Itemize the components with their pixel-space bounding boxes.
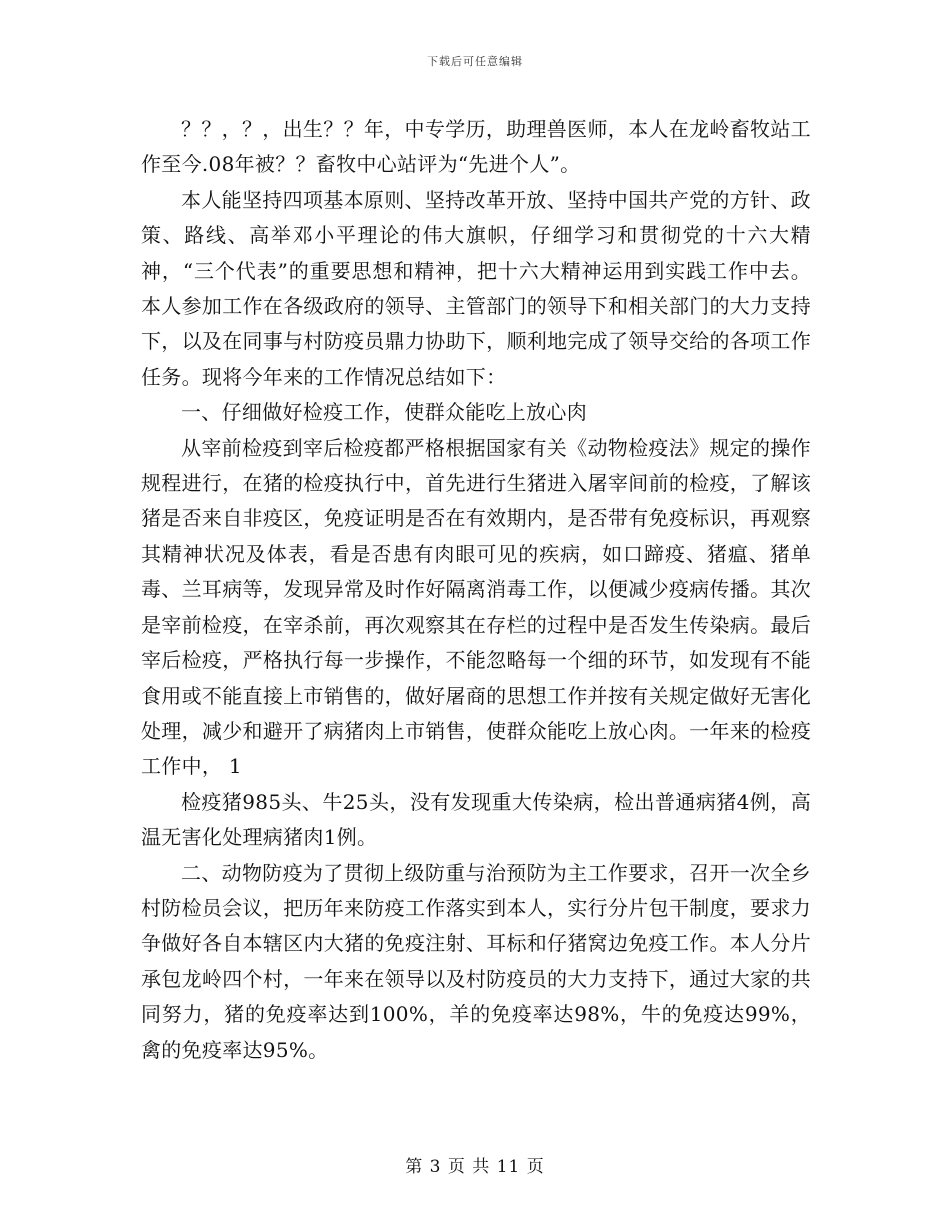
paragraph-inspection: 从宰前检疫到宰后检疫都严格根据国家有关《动物检疫法》规定的操作规程进行，在猪的检疫执行中，首先进行生猪进入屠宰间前的检疫，了解该猪是否来自非疫区，免疫证明是否在有效期内，是否带有免疫标识，再观察其精神状况及体表，看是否患有肉眼可见的疾病，如口蹄疫、猪瘟、猪单毒、兰耳病等，发现异常及时作好隔离消毒工作，以便减少疫病传播。其次是宰前检疫，在宰杀前，再次观察其在存栏的过程中是否发生传染病。最后宰后检疫，严格执行每一步操作，不能忽略每一个细的环节，如发现有不能食用或不能直接上市销售的，做好屠商的思想工作并按有关规定做好无害化处理，减少和避开了病猪肉上市销售，使群众能吃上放心肉。一年来的检疫工作中， 1 — [141, 435, 811, 779]
page-number: 第 3 页 共 11 页 — [405, 1157, 545, 1177]
paragraph-intro: ？？，？，出生？？年，中专学历，助理兽医师，本人在龙岭畜牧站工作至今.08年被？？畜牧中心站评为“先进个人”。 — [141, 117, 811, 177]
page-header — [0, 53, 950, 69]
document-body — [141, 112, 811, 1068]
page-footer — [0, 1152, 950, 1177]
section-heading-inspection: 一、仔细做好检疫工作，使群众能吃上放心肉 — [181, 400, 587, 425]
paragraph-epidemic-prevention: 二、动物防疫为了贯彻上级防重与治预防为主工作要求，召开一次全乡村防检员会议，把历年来防疫工作落实到本人，实行分片包干制度，要求力争做好各自本辖区内大猪的免疫注射、耳标和仔猪窝边免疫工作。本人分片承包龙岭四个村，一年来在领导以及村防疫员的大力支持下，通过大家的共同努力，猪的免疫率达到100%，羊的免疫率达98%，牛的免疫达99%，禽的免疫率达95%。 — [141, 860, 811, 1062]
paragraph-inspection-stats: 检疫猪985头、牛25头，没有发现重大传染病，检出普通病猪4例，高温无害化处理病猪肉1例。 — [141, 789, 811, 850]
header-note: 下载后可任意编辑 — [427, 55, 523, 68]
paragraph-principles: 本人能坚持四项基本原则、坚持改革开放、坚持中国共产党的方针、政策、路线、高举邓小平理论的伟大旗帜，仔细学习和贯彻党的十六大精神，“三个代表”的重要思想和精神，把十六大精神运用到实践工作中去。本人参加工作在各级政府的领导、主管部门的领导下和相关部门的大力支持下，以及在同事与村防疫员鼎力协助下，顺利地完成了领导交给的各项工作任务。现将今年来的工作情况总结如下： — [141, 187, 811, 389]
